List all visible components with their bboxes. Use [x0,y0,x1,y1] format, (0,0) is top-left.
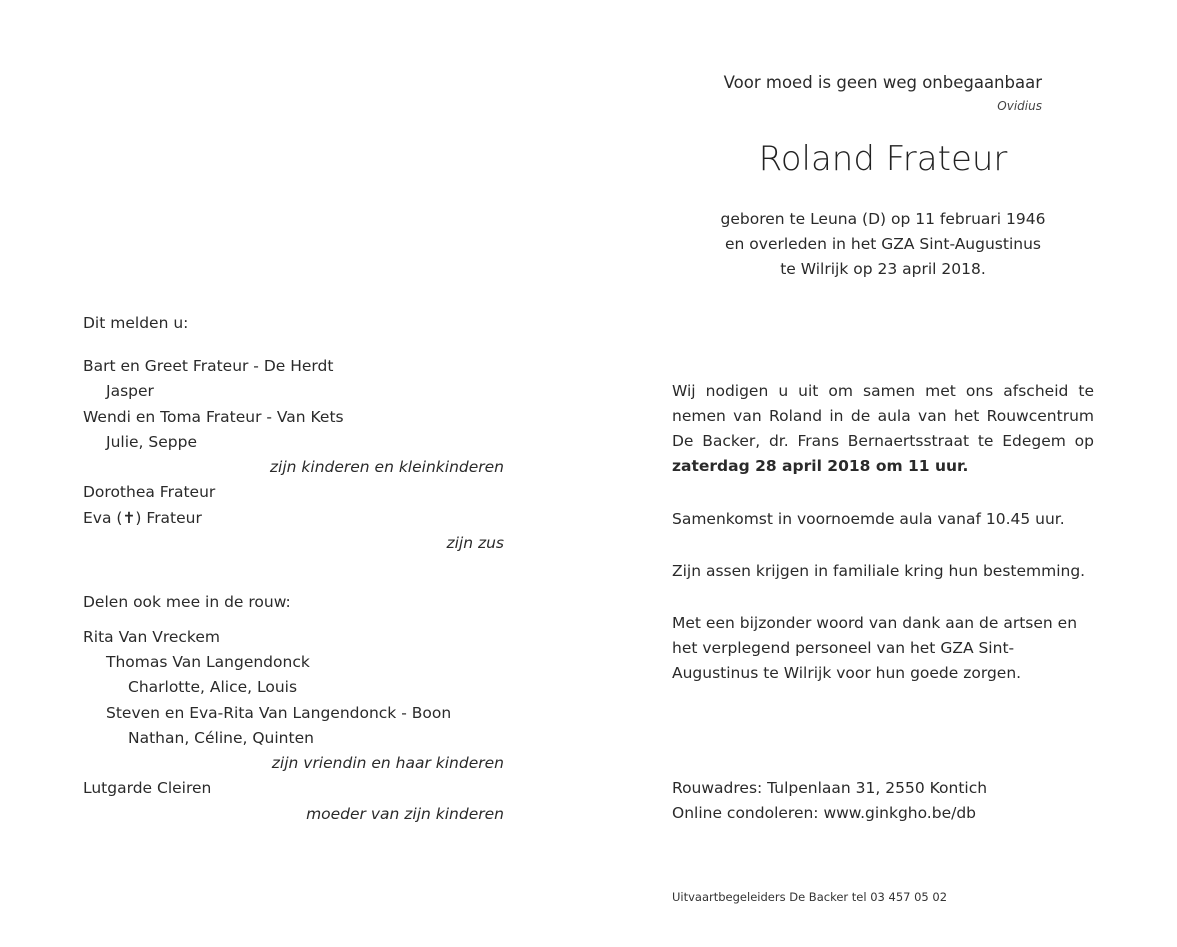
quote-author: Ovidius [997,99,1042,113]
invitation-text: Wij nodigen u uit om samen met ons afscheid te nemen van Roland in de aula van het Rouwcentrum De Backer, dr. Frans Bernaertsstraat te Edegem op [672,382,1094,450]
invitation-datetime: zaterdag 28 april 2018 om 11 uur. [672,457,969,475]
online-condolence-line: Online condoleren: www.ginkgho.be/db [672,804,977,822]
address-line: Rouwadres: Tulpenlaan 31, 2550 Kontich [672,779,988,797]
announcer-line: Wendi en Toma Frateur - Van Kets [83,408,344,426]
contact-block [672,776,1094,826]
bio-line-birth: geboren te Leuna (D) op 11 februari 1946 [720,210,1046,228]
announcer-line: Julie, Seppe [106,433,197,451]
footer: Uitvaartbegeleiders De Backer tel 03 457 05 02 [672,890,948,904]
mourner-line: Steven en Eva-Rita Van Langendonck - Boon [106,704,452,722]
mourner-line: Charlotte, Alice, Louis [128,678,298,696]
invitation-paragraph [672,379,1094,479]
bio [673,207,1093,282]
mourners-intro: Delen ook mee in de rouw: [83,593,291,611]
announcer-line: Bart en Greet Frateur - De Herdt [83,357,334,375]
relation-label: moeder van zijn kinderen [306,805,504,823]
relation-label: zijn vriendin en haar kinderen [271,754,504,772]
mourner-line: Thomas Van Langendonck [106,653,310,671]
deceased-name: Roland Frateur [758,139,1008,179]
ashes-paragraph: Zijn assen krijgen in familiale kring hun bestemming. [672,562,1086,580]
relation-label: zijn kinderen en kleinkinderen [269,458,504,476]
gathering-paragraph: Samenkomst in voornoemde aula vanaf 10.45 uur. [672,510,1065,528]
relation-label: zijn zus [446,534,504,552]
bio-line-death: en overleden in het GZA Sint-Augustinus [725,235,1041,253]
announcer-line: Eva (✝) Frateur [83,509,202,527]
quote: Voor moed is geen weg onbegaanbaar [723,73,1042,92]
bio-line-place: te Wilrijk op 23 april 2018. [780,260,986,278]
announcer-line: Jasper [106,382,154,400]
mourner-line: Lutgarde Cleiren [83,779,212,797]
mourner-line: Nathan, Céline, Quinten [128,729,314,747]
announcers-intro: Dit melden u: [83,314,189,332]
mourner-line: Rita Van Vreckem [83,628,220,646]
announcer-line: Dorothea Frateur [83,483,216,501]
thanks-paragraph: Met een bijzonder woord van dank aan de artsen en het verplegend personeel van het GZA Sint-Augustinus te Wilrijk voor hun goede zorgen. [672,614,1078,682]
